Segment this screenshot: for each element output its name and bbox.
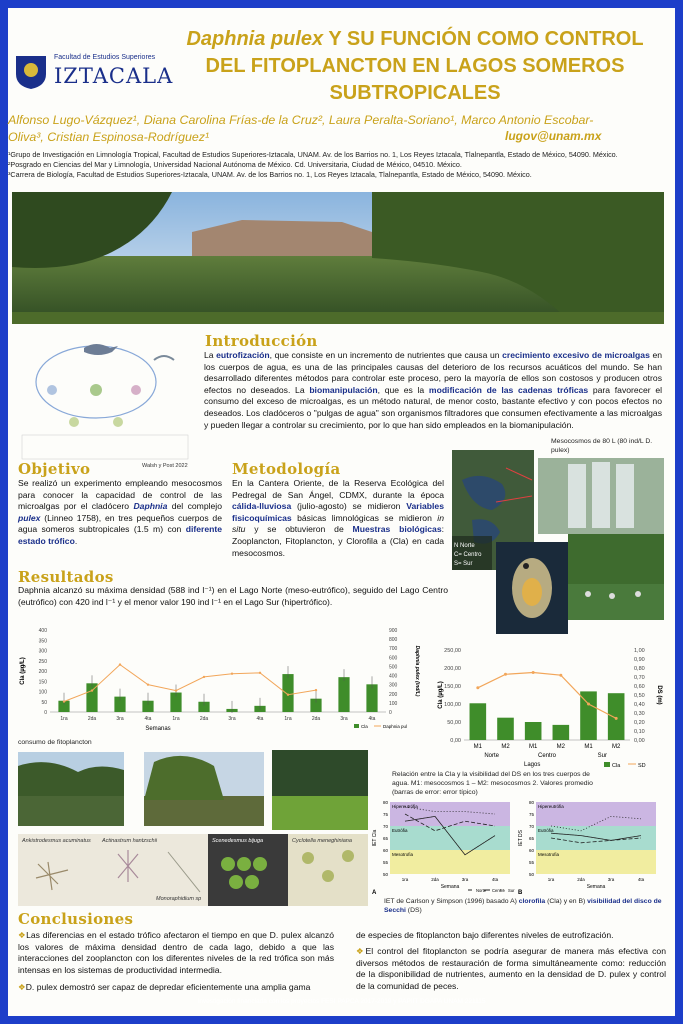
x-tick-label: 1ra — [60, 716, 68, 722]
iet-cla-chart — [370, 798, 518, 898]
legend-label: Centro — [492, 888, 505, 893]
obj-k2: pulex — [18, 512, 41, 523]
zone-label: Mesotrofia — [392, 852, 414, 857]
conclusion-2-cont: de especies de fitoplancton bajo diferentes niveles de eutrofización. — [356, 930, 614, 940]
daphnia-point — [315, 689, 317, 691]
x-tick-label: 1ra — [284, 716, 292, 722]
x-tick-label: 4ta — [256, 716, 264, 722]
met-p3: básicas limnológicas se midieron — [291, 512, 438, 523]
y-tick-label: 70 — [528, 824, 534, 829]
bullet-icon: ❖ — [18, 930, 27, 940]
y2-tick-label: 0,60 — [634, 684, 645, 690]
authors-line1: Alfonso Lugo-Vázquez¹, Diana Carolina Frías-de la Cruz², Laura Peralta-Soriano¹, Marco Antonio Escobar- — [8, 113, 594, 127]
met-k3: in situ — [232, 512, 444, 535]
obj-p1: Se realizó un experimento empleando mesocosmos para conocer la capacidad de control de las microalgas por el cladócero — [18, 478, 222, 512]
cla-daphnia-chart — [14, 620, 426, 738]
metodologia-heading: Metodología — [232, 460, 341, 478]
y2-axis-label: Daphnia pulex (ind/L) — [414, 645, 420, 697]
y2-tick-label: 1,00 — [634, 648, 645, 654]
zone-eutrophic — [390, 826, 510, 850]
y2-tick-label: 700 — [389, 646, 398, 653]
x-axis-label: Semanas — [145, 726, 171, 732]
y-tick-label: 75 — [382, 812, 388, 817]
met-p5: : Zooplancton, Fitoplancton, y Clorofila a (Cla) en cada mesocosmos. — [232, 524, 444, 558]
y-tick-label: 200 — [38, 669, 47, 675]
x-tick-label: 3ra — [461, 877, 469, 882]
micro-label-1: Ankistrodesmus acuminatus — [22, 838, 91, 844]
x-tick-label: 4ta — [368, 716, 376, 722]
y2-tick-label: 0,30 — [634, 711, 645, 717]
title-species: Daphnia pulex — [186, 28, 324, 50]
logo-title: IZTACALA — [54, 64, 174, 88]
food-web-diagram — [14, 330, 196, 470]
legend-cla-swatch — [354, 724, 359, 728]
y-axis-label: Cla (µg/L) — [20, 657, 26, 685]
legend-daphnia: Daphnia pul — [383, 724, 408, 729]
cla-bar — [366, 684, 377, 712]
y2-tick-label: 0,90 — [634, 657, 645, 663]
x-tick-label: M1 — [584, 744, 593, 750]
affiliations — [8, 150, 663, 180]
iet-k2: visibilidad del disco de Secchi — [384, 898, 662, 914]
zone-label: Mesotrofia — [538, 852, 560, 857]
y-axis-label: Cla (µg/L) — [438, 681, 444, 709]
y-tick-label: 75 — [528, 812, 534, 817]
objetivo-text — [18, 478, 222, 548]
daphnia-point — [175, 689, 177, 691]
intro-p1: La — [204, 350, 217, 360]
title-line2: DEL FITOPLANCTON EN LAGOS SOMEROS — [205, 55, 625, 77]
iet-caption — [384, 897, 664, 915]
lake-centro-photo — [144, 752, 264, 826]
daphnia-point — [231, 673, 233, 675]
met-k1: cálida-lluviosa — [232, 501, 292, 512]
sd-point — [504, 673, 507, 676]
y-tick-label: 80 — [382, 800, 388, 805]
y2-tick-label: 400 — [389, 673, 398, 680]
iet-p2: (Cla) y en B) — [545, 898, 588, 905]
cla-secchi-chart — [434, 640, 664, 772]
logo-subtitle: Facultad de Estudios Superiores — [54, 54, 156, 61]
x-tick-label: 1ra — [172, 716, 180, 722]
legend-cla-swatch — [604, 762, 610, 767]
map-label-norte: N Norte — [454, 543, 475, 549]
daphnia-point — [259, 672, 261, 674]
group-label: Norte — [484, 753, 500, 759]
sd-point — [559, 674, 562, 677]
diagram-caption: Walsh y Post 2022 — [142, 463, 188, 469]
obj-p2: del complejo — [167, 501, 222, 512]
x-tick-label: 4ta — [637, 877, 645, 882]
x-tick-label: 2da — [311, 716, 321, 722]
conclusion-3-text: El control del fitoplancton se podría asegurar de manera más efectiva con diversos métodos de restauración de forma simultáneamente como: reducción de la disponibilidad de nutrientes, aumento en la densidad de D. pulex y control de la comunidad de peces. — [356, 946, 666, 991]
y2-tick-label: 600 — [389, 655, 398, 662]
intro-p4: , que es la — [377, 384, 429, 395]
sd-point — [587, 703, 590, 706]
map-label-centro: C= Centro — [454, 552, 482, 558]
y2-tick-label: 100 — [389, 700, 398, 707]
legend-label: Sur — [508, 888, 515, 893]
conclusion-2-text: D. pulex demostró ser capaz de depredar eficientemente una amplia gama — [25, 982, 311, 992]
y-tick-label: 300 — [38, 648, 47, 655]
microalgae-micrographs — [18, 834, 368, 906]
obj-k1: Daphnia — [133, 501, 168, 512]
chart1-caption: consumo de fitoplancton — [18, 739, 92, 746]
y-tick-label: 50 — [382, 872, 388, 877]
y2-tick-label: 0,70 — [634, 675, 645, 681]
y-tick-label: 50 — [528, 872, 534, 877]
y2-axis-label: DS (m) — [656, 685, 662, 705]
micro-label-5: Monoraphidium sp — [156, 896, 202, 902]
authors-line2: Oliva³, Cristian Espinosa-Rodríguez¹ — [8, 130, 210, 144]
intro-heading: Introducción — [205, 332, 318, 350]
lake-sur-photo — [272, 750, 368, 830]
panel-label: A — [372, 890, 377, 896]
micro-label-2: Actinastrum hantzschii — [102, 838, 158, 844]
iet-k1: clorofila — [518, 898, 546, 905]
cla-bar — [525, 722, 542, 740]
y2-tick-label: 900 — [389, 628, 398, 634]
daphnia-point — [63, 700, 65, 702]
lake-norte-photo — [18, 752, 124, 826]
map-label-sur: S= Sur — [454, 561, 473, 567]
daphnia-micrograph — [496, 542, 568, 634]
mesocosm-photo — [538, 458, 664, 534]
title-line1: Y SU FUNCIÓN COMO CONTROL — [323, 28, 644, 50]
intro-text — [204, 350, 662, 431]
x-tick-label: 2da — [431, 877, 439, 882]
x-tick-label: 1ra — [547, 877, 555, 882]
y-tick-label: 200,00 — [444, 666, 461, 672]
y2-tick-label: 0,40 — [634, 702, 645, 708]
y2-tick-label: 500 — [389, 664, 398, 671]
y-tick-label: 50 — [41, 699, 47, 706]
micro-label-4: Cyclotella meneghiniana — [292, 838, 352, 844]
daphnia-point — [91, 689, 93, 691]
daphnia-point — [287, 693, 289, 695]
x-tick-label: M2 — [501, 744, 510, 750]
met-p4: y se obtuvieron de — [245, 524, 353, 535]
y-tick-label: 0,00 — [450, 738, 461, 744]
obj-p3: (Linneo 1758), en tres pequeños cuerpos de agua someros subtropicales (1.5 m) con — [18, 512, 222, 535]
x-tick-label: 1ra — [401, 877, 409, 882]
sd-point — [615, 717, 618, 720]
y-axis-label: IET Cla — [372, 829, 378, 847]
y-tick-label: 150,00 — [444, 684, 461, 690]
affiliation-3: ³Carrera de Biología, Facultad de Estudios Superiores-Iztacala, UNAM. Av. de los Barrios no. 1, Los Reyes Iztacala, Tlalnepantla, Estado de México, 54090. México. — [8, 170, 532, 179]
chart2-caption: Relación entre la Cla y la visibilidad del DS en los tres cuerpos de agua. M1: mesocosmos 1 – M2: mesocosmos 2. Valores promedio (barras de error: error típico) — [392, 771, 593, 796]
intro-k4: modificación de las cadenas tróficas — [428, 384, 589, 395]
legend-sd: SD — [638, 763, 646, 769]
conclusion-3 — [356, 946, 666, 992]
y-tick-label: 400 — [38, 628, 47, 634]
affiliation-2: ²Posgrado en Ciencias del Mar y Limnología, Universidad Nacional Autónoma de México. Cd. Universitaria, Ciudad de México, 04510. México. — [8, 160, 462, 169]
y2-tick-label: 0,20 — [634, 720, 645, 726]
intro-k2: crecimiento excesivo de microalgas — [502, 350, 650, 360]
sd-point — [476, 686, 479, 689]
conclusion-2 — [18, 982, 334, 994]
x-tick-label: M1 — [473, 744, 483, 750]
intro-p5: para favorecer el consumo del exceso de microalgas, es un método natural, de menor costo, bastante efectivo y con pocos efectos no deseados. Los cladóceros o "pulgas de agua" son organismos filtradores que consumen efectivamente a las microalgas y pueden llegar a controlar su crecimiento, por lo que han sido empleados en la biomanipulación. — [204, 384, 663, 430]
crest-icon — [14, 54, 48, 90]
zone-label: Hipereutrófia — [538, 804, 564, 809]
conclusion-1 — [18, 930, 334, 976]
objetivo-heading: Objetivo — [18, 460, 91, 478]
legend-label: Norte — [476, 888, 487, 893]
y2-tick-label: 200 — [389, 691, 398, 698]
sd-point — [532, 671, 535, 674]
x-tick-label: 4ta — [144, 716, 152, 722]
met-k4: Muestras biológicas — [352, 524, 442, 535]
y-tick-label: 70 — [382, 824, 388, 829]
x-tick-label: 3ra — [607, 877, 615, 882]
resultados-heading: Resultados — [18, 568, 114, 586]
panel-label: B — [518, 890, 523, 896]
x-tick-label: 2da — [577, 877, 585, 882]
conclusiones-heading: Conclusiones — [18, 910, 134, 928]
x-axis-label: Lagos — [524, 762, 541, 768]
y2-tick-label: 0,10 — [634, 729, 645, 735]
iet-p1: IET de Carlson y Simpson (1996) basado A) — [384, 898, 519, 905]
group-label: Centro — [537, 753, 557, 759]
y-tick-label: 250,00 — [444, 648, 461, 654]
affiliation-1: ¹Grupo de Investigación en Limnología Tropical, Facultad de Estudios Superiores-Iztacala, UNAM. Av. de los Barrios no. 1, Los Reyes Iztacala, Tlalnepantla, Estado de México, 54090. México. — [8, 150, 618, 159]
daphnia-line — [64, 665, 316, 702]
intro-k1: eutrofización — [216, 350, 270, 360]
x-tick-label: 4ta — [491, 877, 499, 882]
unam-logo — [14, 52, 174, 92]
y-axis-label: IET DS — [518, 829, 524, 847]
micro-label-3: Scenedesmus bijuga — [212, 838, 264, 844]
x-axis-label: Semana — [440, 884, 460, 890]
y-tick-label: 60 — [382, 848, 388, 853]
zone-label: Eutrófia — [538, 828, 554, 833]
lake-panorama-photo — [12, 192, 664, 324]
x-axis-label: Semana — [586, 884, 606, 890]
email-link[interactable]: lugov@unam.mx — [505, 129, 602, 143]
legend-cla: Cla — [612, 763, 621, 769]
y-tick-label: 80 — [528, 800, 534, 805]
y-tick-label: 55 — [528, 860, 534, 865]
y-tick-label: 50,00 — [447, 720, 461, 726]
zone-label: Hipereutrófia — [392, 804, 418, 809]
x-tick-label: 3ra — [340, 716, 348, 722]
y-tick-label: 150 — [38, 679, 47, 686]
conclusion-1-text: Las diferencias en el estado trófico afectaron el tiempo en que D. pulex alcanzó los valores de máxima densidad dentro de cada lago, debido a que las interacciones del zooplancton con los diferentes niveles de la red trófica son más intensas en los sistemas de productividad intermedia. — [18, 930, 334, 975]
y2-tick-label: 0,50 — [634, 693, 645, 699]
daphnia-point — [119, 663, 121, 665]
x-tick-label: 2da — [87, 716, 97, 722]
y2-tick-label: 0 — [389, 710, 392, 716]
y-tick-label: 60 — [528, 848, 534, 853]
title-line3: SUBTROPICALES — [329, 82, 501, 104]
x-tick-label: 3ra — [228, 716, 236, 722]
cla-bar — [338, 677, 349, 712]
x-tick-label: M2 — [556, 744, 566, 750]
mesocosm-pond-photo — [568, 534, 664, 620]
zone-label: Eutrófia — [392, 828, 408, 833]
iet-p3: (DS) — [405, 907, 422, 914]
x-tick-label: 3ra — [116, 716, 124, 722]
intro-k3: biomanipulación — [309, 384, 378, 395]
obj-k3: diferente estado trófico — [18, 524, 222, 546]
x-tick-label: M1 — [528, 744, 538, 750]
y-tick-label: 100,00 — [444, 702, 461, 708]
metodologia-text — [232, 478, 444, 559]
cla-bar — [608, 693, 625, 740]
y-tick-label: 0 — [44, 710, 47, 716]
legend-cla: Cla — [361, 724, 368, 729]
resultados-text: Daphnia alcanzó su máxima densidad (588 ind l⁻¹) en el Lago Norte (meso-eutrófico), seguido del Lago Centro (eutrófico) con 420 ind l⁻¹ y el menor valor 190 ind l⁻¹ en el Lago Sur (hipertrófico). — [18, 585, 448, 607]
obj-p4: . — [74, 535, 78, 546]
y-tick-label: 250 — [38, 658, 47, 665]
intro-p3: en los cuerpos de agua, es una de las principales causas del deterioro de los recursos acuáticos del mundo. Se han desarrollado diferentes métodos para controlar este proceso, pero la mayoría de ellos son costosos y producen otros efectos no deseados. La — [204, 350, 663, 395]
met-k2: Variables fisicoquímicas — [232, 501, 444, 523]
y-tick-label: 65 — [382, 836, 388, 841]
cla-bar — [553, 725, 570, 740]
group-label: Sur — [597, 753, 608, 759]
y-tick-label: 100 — [38, 689, 47, 696]
cla-bar — [470, 703, 487, 740]
bullet-icon: ❖ — [18, 982, 26, 992]
funding-footer: Investigación financiada con los proyectos FESI PAPCA 2017-2019 y PAPIIT DGAPA UNAM 221115 — [197, 998, 486, 1005]
y-tick-label: 65 — [528, 836, 534, 841]
met-p1: En la Cantera Oriente, de la Reserva Ecológica del Pedregal de San Ángel, CDMX, durante la época — [232, 478, 444, 500]
y2-tick-label: 800 — [389, 637, 398, 644]
intro-p2: , que consiste en un incremento de nutrientes que causa un — [269, 350, 503, 360]
cla-bar — [282, 674, 293, 712]
daphnia-point — [147, 683, 149, 685]
x-tick-label: 2da — [199, 716, 209, 722]
y2-tick-label: 0,00 — [634, 738, 645, 744]
x-tick-label: M2 — [611, 744, 621, 750]
y-tick-label: 55 — [382, 860, 388, 865]
y2-tick-label: 0,80 — [634, 666, 645, 672]
daphnia-point — [203, 676, 205, 678]
met-p2: (julio-agosto) se midieron — [291, 501, 407, 512]
bullet-icon: ❖ — [356, 946, 366, 956]
iet-ds-chart — [516, 798, 664, 898]
y2-tick-label: 300 — [389, 682, 398, 689]
cla-bar — [497, 718, 514, 740]
mesocosm-label: Mesocosmos de 80 L (80 ind/L D. pulex) — [551, 438, 653, 454]
poster-title — [160, 26, 670, 107]
y-tick-label: 350 — [38, 638, 47, 645]
